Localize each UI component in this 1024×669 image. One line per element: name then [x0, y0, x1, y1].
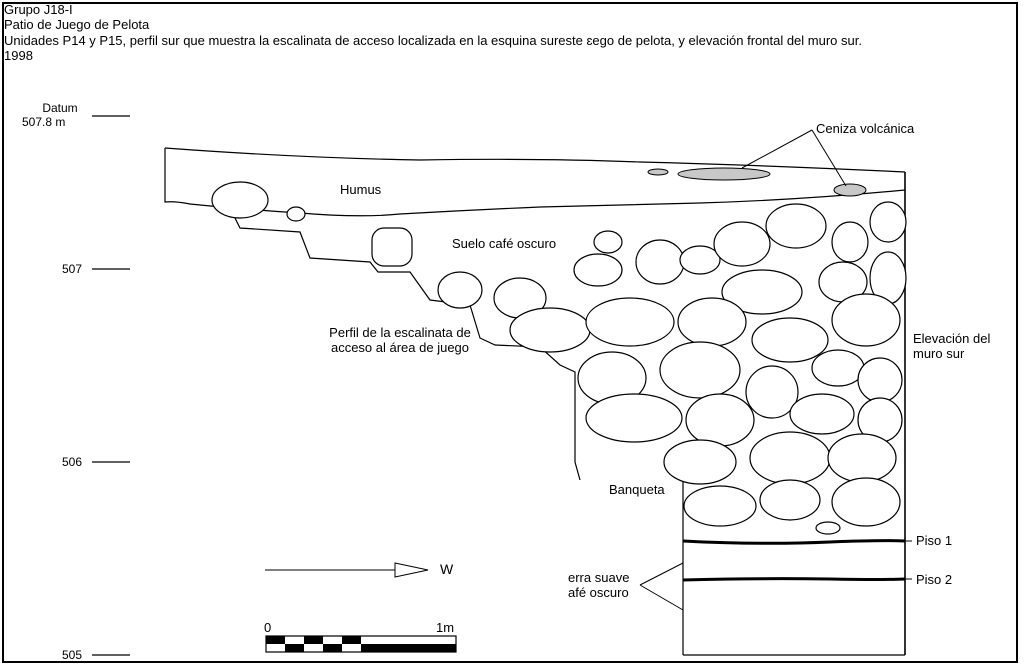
stone [594, 231, 622, 253]
floor-2-line [683, 579, 905, 580]
stone [812, 350, 864, 386]
direction-arrow [265, 563, 428, 577]
scale-segment [323, 644, 342, 652]
stair-profile-label [305, 325, 495, 355]
ash-lens [834, 184, 866, 196]
scale-start-label: 0 [264, 620, 272, 635]
stone [212, 182, 268, 218]
ash-label: Ceniza volcánica [816, 121, 915, 136]
stone [760, 480, 820, 520]
humus-label: Humus [340, 182, 382, 197]
stone [574, 254, 622, 286]
stone [510, 308, 590, 352]
stone [750, 432, 830, 484]
bench-label: Banqueta [609, 482, 665, 497]
stone [790, 394, 854, 434]
stone [816, 522, 840, 534]
stone [636, 240, 684, 284]
elevation-label: 506 [62, 455, 83, 469]
scale-segment [304, 636, 323, 644]
stair-profile-label-line: acceso al área de juego [330, 340, 470, 355]
stone [832, 294, 900, 346]
direction-label: W [440, 561, 454, 577]
stone [586, 298, 674, 346]
wall-elevation-label [913, 331, 990, 361]
soft-soil-label [568, 570, 629, 600]
datum-value: 507.8 m [22, 115, 66, 129]
wall-elevation-label-line: muro sur [913, 346, 965, 361]
stair-profile-label-line: Perfil de la escalinata de [329, 325, 471, 340]
stone [870, 202, 906, 242]
stone [714, 222, 770, 266]
arrow-head [395, 563, 428, 577]
ash-lens [678, 168, 770, 180]
soil-leader-line [640, 585, 683, 610]
stone [678, 298, 746, 346]
scale-segment [342, 636, 361, 644]
group-title: Grupo J18-I [4, 2, 73, 17]
dark-soil-label: Suelo café oscuro [452, 236, 557, 251]
stone [586, 394, 682, 442]
stone [372, 228, 412, 266]
soft-soil-label-line: erra suave [568, 570, 630, 585]
stone [828, 434, 896, 482]
figure-year: 1998 [4, 48, 33, 63]
profile-left-edge [165, 148, 190, 204]
stone [752, 318, 828, 362]
stone [438, 272, 482, 308]
ground-surface-line [165, 148, 905, 172]
site-title: Patio de Juego de Pelota [4, 17, 150, 32]
stone [680, 246, 720, 274]
soil-leader-line [640, 563, 683, 585]
ash-leader-line [812, 130, 846, 186]
stone [686, 394, 754, 446]
stone [287, 207, 305, 221]
scale-end-label: 1m [436, 620, 455, 635]
stone-group [212, 182, 906, 534]
ash-lenses [648, 168, 866, 196]
elevation-label: 505 [62, 648, 83, 662]
figure-description: Unidades P14 y P15, perfil sur que muestra la escalinata de acceso localizada en la esquina sureste ɛego de pelota, y elevación frontal del muro sur. [4, 33, 862, 48]
datum-label: Datum [42, 101, 78, 115]
elevation-label: 507 [62, 262, 83, 276]
scale-segment [361, 644, 456, 652]
stone [858, 358, 902, 402]
scale-bar [266, 636, 456, 652]
wall-elevation-label-line: Elevación del [913, 331, 991, 346]
stone [766, 204, 826, 248]
stone [664, 440, 736, 484]
soft-soil-label-line: afé oscuro [568, 585, 629, 600]
floor-2-label: Piso 2 [916, 572, 953, 587]
stone [832, 478, 900, 526]
ash-leader-line [742, 130, 812, 168]
stone [684, 486, 756, 526]
floor-1-line [683, 541, 905, 544]
stone [660, 342, 740, 398]
floor-1-label: Piso 1 [916, 533, 953, 548]
scale-segment [285, 644, 304, 652]
ash-lens [648, 169, 668, 175]
scale-segment [266, 636, 285, 644]
stone [832, 222, 868, 262]
